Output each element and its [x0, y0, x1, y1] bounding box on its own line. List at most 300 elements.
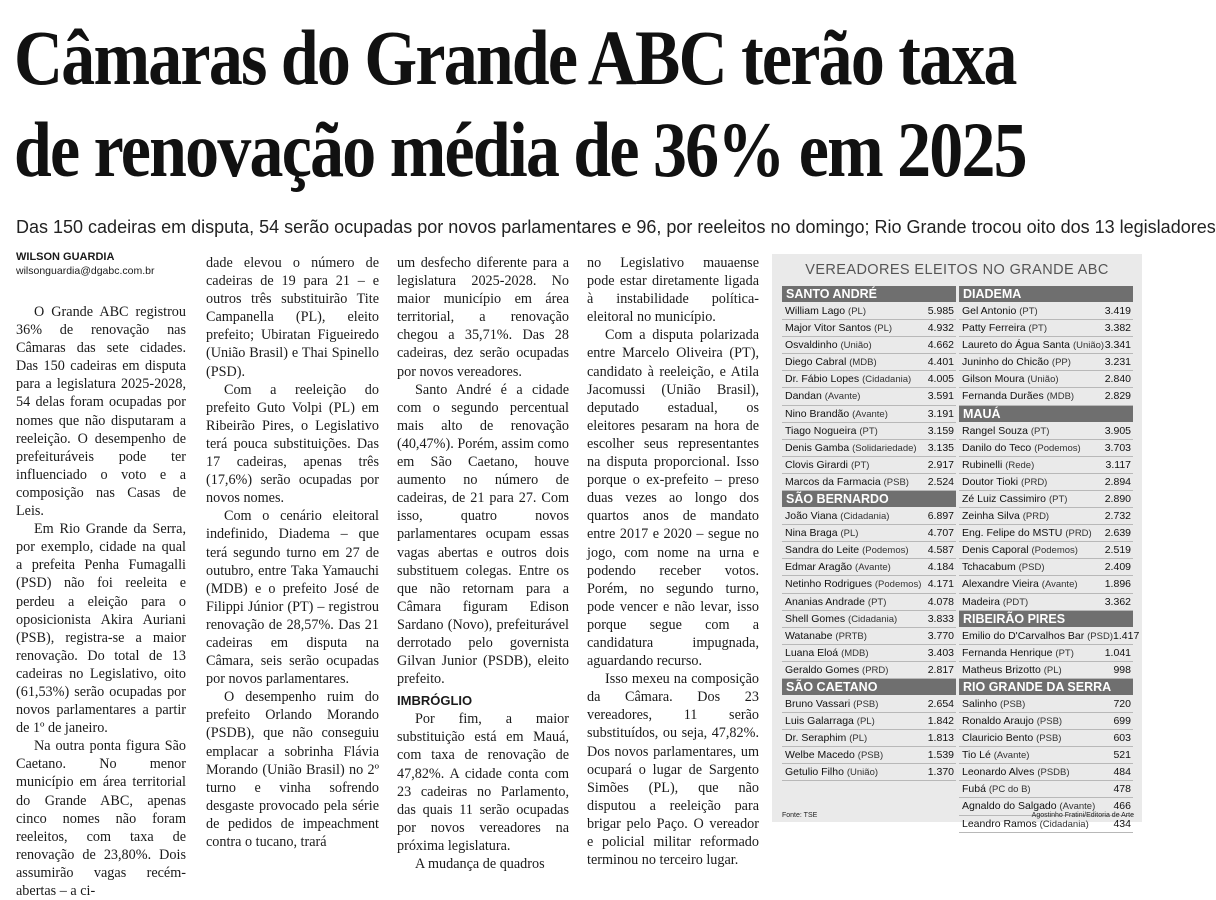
candidate-name: Marcos da Farmacia: [785, 475, 881, 488]
candidate-cell: [785, 440, 917, 456]
headline: [14, 12, 1026, 196]
vote-count: 3.159: [927, 424, 954, 437]
vote-count: 2.732: [1104, 510, 1131, 523]
vote-count: 3.362: [1104, 595, 1131, 608]
candidate-party: (PSB): [1036, 733, 1062, 745]
paragraph: Santo André é a cidade com o segundo percentual mais alto de renovação (40,47%). Porém, assim como em São Caetano, houve aumento no número de cadeiras, de 21 para 27. Com isso, quatro novos parlamentares ocupam essas vagas abertas e outros dois substituem colegas. Entre os que não retornam para a Câmara figuram Edison Sardano (Novo), prefeiturável derrotado pelo governista Gilvan Junior (PSDB), eleito prefeito.: [397, 381, 569, 688]
candidate-cell: [962, 628, 1113, 644]
candidate-name: Alexandre Vieira: [962, 578, 1039, 591]
vote-count: 2.829: [1104, 390, 1131, 403]
candidate-party: (Avante): [824, 391, 861, 403]
vote-count: 2.840: [1104, 373, 1131, 386]
vote-count: 4.171: [927, 578, 954, 591]
vote-count: 1.370: [927, 766, 954, 779]
candidate-party: (PT): [859, 425, 878, 437]
candidate-cell: [785, 388, 860, 404]
candidate-cell: [962, 337, 1104, 353]
candidate-name: Sandra do Leite: [785, 544, 860, 557]
table-row: [959, 594, 1133, 611]
candidate-party: (PSD): [1087, 630, 1114, 642]
candidate-name: Diego Cabral: [785, 356, 847, 369]
candidate-party: (Cidadania): [848, 613, 898, 625]
candidate-party: (Podemos): [874, 579, 922, 591]
vote-count: 2.639: [1104, 527, 1131, 540]
vote-count: 3.403: [927, 646, 954, 659]
candidate-party: (União): [1072, 340, 1105, 352]
candidate-party: (PSD): [1018, 562, 1045, 574]
table-row: [959, 696, 1133, 713]
table-row: [959, 781, 1133, 798]
candidate-cell: [785, 508, 889, 524]
candidate-cell: [962, 440, 1081, 456]
candidate-cell: [785, 628, 867, 644]
candidate-cell: [785, 576, 921, 592]
candidate-name: Leonardo Alves: [962, 766, 1035, 779]
elected-councillors-table: [772, 254, 1142, 830]
candidate-name: Tio Lé: [962, 749, 991, 762]
byline-author: WILSON GUARDIA: [16, 251, 115, 263]
vote-count: 720: [1113, 697, 1131, 710]
candidate-cell: [962, 303, 1038, 319]
table-row: [782, 628, 956, 645]
candidate-name: Leandro Ramos: [962, 817, 1037, 830]
vote-count: 2.894: [1104, 475, 1131, 488]
candidate-party: (PT): [1028, 323, 1047, 335]
candidate-cell: [785, 423, 878, 439]
table-source: Fonte: TSE: [782, 812, 818, 819]
candidate-name: Madeira: [962, 595, 1000, 608]
vote-count: 2.409: [1104, 561, 1131, 574]
candidate-cell: [962, 662, 1062, 678]
table-row: [782, 457, 956, 474]
candidate-cell: [962, 354, 1071, 370]
candidate-name: Denis Gamba: [785, 441, 850, 454]
table-left-column: [782, 286, 956, 781]
table-row: [959, 662, 1133, 679]
vote-count: 4.401: [927, 356, 954, 369]
candidate-party: (Avante): [852, 408, 888, 420]
candidate-cell: [962, 320, 1047, 336]
table-row: [782, 320, 956, 337]
candidate-cell: [785, 747, 883, 763]
vote-count: 3.117: [1105, 458, 1131, 471]
candidate-party: (PL): [1043, 664, 1062, 676]
candidate-party: (PT): [850, 459, 870, 471]
candidate-party: (PL): [849, 733, 868, 745]
paragraph: dade elevou o número de cadeiras de 19 para 21 – e outros três substituirão Tite Campanella (PL), eleito prefeito; Ubiratan Figueiredo (União Brasil) e Thai Spinello (PSD).: [206, 255, 379, 380]
paragraph: O Grande ABC registrou 36% de renovação nas Câmaras das sete cidades. Das 150 cadeiras em disputa para a legislatura 2025-2028, 54 delas foram ocupadas por nomes que não disputaram a reeleição. O desempenho de prefeituráveis pode ter influenciado o voto e a composição nas Casas de Leis.: [16, 304, 186, 520]
table-row: [959, 457, 1133, 474]
table-row: [959, 525, 1133, 542]
candidate-cell: [785, 542, 909, 558]
candidate-name: Rangel Souza: [962, 424, 1028, 437]
candidate-party: (MDB): [1046, 391, 1075, 403]
candidate-cell: [962, 747, 1029, 763]
candidate-name: Laureto do Água Santa: [962, 339, 1071, 352]
vote-count: 484: [1113, 766, 1131, 779]
candidate-party: (MDB): [841, 647, 869, 659]
candidate-party: (PT): [1055, 647, 1074, 659]
table-row: [959, 423, 1133, 440]
candidate-name: Ronaldo Araujo: [962, 714, 1034, 727]
table-row: [782, 354, 956, 371]
candidate-cell: [962, 371, 1059, 387]
candidate-party: (Avante): [993, 750, 1030, 762]
vote-count: 2.817: [927, 663, 954, 676]
candidate-party: (PRD): [862, 664, 889, 676]
vote-count: 3.770: [927, 629, 954, 642]
headline-line-2: de renovação média de 36% em 2025: [14, 106, 1026, 193]
table-row: [782, 576, 956, 593]
table-row: [782, 406, 956, 423]
candidate-cell: [962, 594, 1028, 610]
vote-count: 4.932: [927, 322, 954, 335]
vote-count: 3.703: [1104, 441, 1131, 454]
table-right-column: [959, 286, 1140, 833]
vote-count: 1.842: [927, 715, 954, 728]
city-header: SÃO BERNARDO: [782, 491, 956, 507]
table-row: [782, 611, 956, 628]
candidate-cell: [785, 696, 878, 712]
vote-count: 3.905: [1104, 424, 1131, 437]
paragraph: Na outra ponta figura São Caetano. No menor município em área territorial do Grande ABC, apenas cinco nomes não foram reeleitos, com taxa de renovação de 23,80%. Dois assumirão vagas recém-abertas – a ci-: [16, 738, 186, 899]
candidate-cell: [962, 696, 1025, 712]
vote-count: 3.231: [1104, 356, 1131, 369]
candidate-name: Luana Eloá: [785, 646, 839, 659]
table-row: [959, 337, 1133, 354]
candidate-name: Salinho: [962, 697, 998, 710]
vote-count: 3.341: [1104, 339, 1131, 352]
vote-count: 3.591: [927, 390, 954, 403]
candidate-cell: [785, 354, 877, 370]
candidate-name: Zeinha Silva: [962, 510, 1020, 523]
candidate-cell: [962, 781, 1031, 797]
table-row: [782, 508, 956, 525]
subheadline: Das 150 cadeiras em disputa, 54 serão ocupadas por novos parlamentares e 96, por reeleitos no domingo; Rio Grande trocou oito dos 13 legisladores: [16, 217, 1216, 237]
candidate-name: Juninho do Chicão: [962, 356, 1049, 369]
candidate-party: (Podemos): [862, 545, 909, 557]
candidate-party: (Avante): [855, 562, 891, 574]
table-row: [782, 371, 956, 388]
candidate-party: (PT): [1030, 425, 1050, 437]
candidate-party: (PL): [856, 716, 875, 728]
paragraph: A mudança de quadros: [415, 856, 545, 872]
candidate-cell: [785, 559, 891, 575]
candidate-party: (Avante): [1041, 579, 1078, 591]
candidate-name: Geraldo Gomes: [785, 663, 860, 676]
candidate-cell: [962, 559, 1045, 575]
table-row: [959, 730, 1133, 747]
candidate-name: Fernanda Henrique: [962, 646, 1053, 659]
candidate-cell: [785, 303, 866, 319]
candidate-cell: [962, 423, 1049, 439]
candidate-party: (PC do B): [988, 784, 1031, 796]
table-row: [959, 747, 1133, 764]
candidate-name: Doutor Tioki: [962, 475, 1019, 488]
candidate-cell: [785, 320, 892, 336]
candidate-name: Dandan: [785, 390, 822, 403]
candidate-name: Ananias Andrade: [785, 595, 865, 608]
vote-count: 466: [1113, 800, 1131, 813]
candidate-name: Eng. Felipe do MSTU: [962, 527, 1063, 540]
candidate-cell: [962, 576, 1078, 592]
candidate-name: Tchacabum: [962, 561, 1016, 574]
vote-count: 4.078: [927, 595, 954, 608]
candidate-party: (PL): [848, 306, 866, 317]
candidate-cell: [962, 388, 1074, 404]
table-row: [959, 354, 1133, 371]
candidate-cell: [962, 713, 1062, 729]
candidate-party: (PSB): [999, 698, 1026, 710]
candidate-party: (PSB): [853, 698, 879, 710]
candidate-cell: [785, 611, 897, 627]
candidate-name: Danilo do Teco: [962, 441, 1032, 454]
vote-count: 3.833: [927, 612, 954, 625]
table-row: [782, 423, 956, 440]
vote-count: 4.005: [927, 373, 954, 386]
candidate-cell: [962, 525, 1092, 541]
vote-count: 603: [1113, 732, 1131, 745]
candidate-party: (Rede): [1005, 459, 1035, 471]
candidate-cell: [785, 406, 888, 422]
vote-count: 5.985: [927, 305, 954, 317]
vote-count: 2.524: [927, 475, 954, 488]
table-credit: Agostinho Fratini/Editoria de Arte: [1031, 812, 1134, 819]
vote-count: 3.191: [927, 407, 954, 420]
table-row: [959, 576, 1133, 593]
section-subtitle: IMBRÓGLIO: [397, 693, 473, 709]
candidate-party: (PSDB): [1037, 767, 1070, 779]
table-row: [782, 747, 956, 764]
candidate-cell: [785, 337, 872, 353]
paragraph: Em Rio Grande da Serra, por exemplo, cidade na qual a prefeita Penha Fumagalli (PSD) não foi reeleita e perdeu a eleição para o oposicionista Akira Auriani (PSB), registra-se a maior renovação. Do total de 13 cadeiras no Legislativo, oito (61,53%) serão ocupadas por novos parlamentares a partir de 1º de janeiro.: [16, 521, 186, 737]
paragraph: O desempenho ruim do prefeito Orlando Morando (PSDB), que não conseguiu emplacar a sobrinha Flávia Morando (União Brasil) no 2º turno e vinha sofrendo desgaste provocado pela série de pedidos de impeachment contra o tucano, trará: [206, 689, 379, 850]
candidate-cell: [785, 594, 886, 610]
candidate-name: Nina Braga: [785, 527, 838, 540]
candidate-cell: [962, 457, 1034, 473]
candidate-party: (PSB): [1036, 715, 1063, 727]
candidate-party: (PT): [1019, 306, 1038, 317]
candidate-cell: [962, 474, 1047, 490]
table-row: [782, 645, 956, 662]
candidate-cell: [785, 645, 869, 661]
candidate-cell: [785, 371, 911, 387]
vote-count: 1.041: [1104, 646, 1131, 659]
candidate-name: Denis Caporal: [962, 544, 1029, 557]
paragraph: Isso mexeu na composição da Câmara. Dos 23 vereadores, 11 serão substituídos, ou seja, 47,82%. Dos novos parlamentares, um ocupará o lugar de Sargento Simões (PL), que não disputou a reeleição para brigar pelo Paço. O vereador e policial militar reformado terminou no terceiro lugar.: [587, 671, 759, 869]
candidate-name: Patty Ferreira: [962, 322, 1026, 335]
vote-count: 1.896: [1104, 578, 1131, 591]
article-column-2: [206, 254, 379, 851]
paragraph: Com a reeleição do prefeito Guto Volpi (PL) em Ribeirão Pires, o Legislativo terá pouca substituições. Das 17 cadeiras, apenas três (17,6%) serão ocupadas por novos nomes.: [206, 381, 379, 507]
candidate-cell: [785, 730, 867, 746]
candidate-party: (PSB): [857, 750, 884, 762]
table-row: [782, 474, 956, 491]
table-row: [782, 388, 956, 405]
table-row: [782, 525, 956, 542]
candidate-name: Watanabe: [785, 629, 833, 642]
candidate-name: Clauricio Bento: [962, 732, 1034, 745]
table-row: [782, 594, 956, 611]
candidate-cell: [962, 730, 1061, 746]
paragraph: Por fim, a maior substituição está em Mauá, com taxa de renovação de 47,82%. A cidade conta com 23 cadeiras no Parlamento, das quais 11 serão ocupadas por novos vereadores na próxima legislatura.: [397, 711, 569, 854]
candidate-name: Matheus Brizotto: [962, 663, 1041, 676]
vote-count: 6.897: [927, 510, 954, 523]
table-row: [959, 542, 1133, 559]
candidate-name: Emilio do D'Carvalhos Bar: [962, 629, 1085, 642]
candidate-party: (PRD): [1020, 476, 1048, 488]
candidate-cell: [785, 764, 878, 780]
candidate-name: Nino Brandão: [785, 407, 850, 420]
table-row: [959, 474, 1133, 491]
vote-count: 4.707: [927, 527, 954, 540]
candidate-name: Shell Gomes: [785, 612, 846, 625]
table-row: [782, 662, 956, 679]
candidate-party: (Cidadania): [1039, 818, 1089, 830]
candidate-party: (PRD): [1022, 511, 1050, 523]
candidate-name: Dr. Fábio Lopes: [785, 373, 860, 386]
candidate-party: (PP): [1051, 357, 1071, 369]
candidate-party: (PL): [874, 323, 893, 335]
vote-count: 699: [1113, 714, 1131, 727]
paragraph: um desfecho diferente para a legislatura 2025-2028. No maior município em área territorial, a renovação chegou a 35,71%. Das 28 cadeiras, dez serão ocupadas por novos vereadores.: [397, 255, 569, 380]
vote-count: 3.382: [1104, 322, 1131, 335]
city-header: DIADEMA: [959, 286, 1133, 302]
table-title: VEREADORES ELEITOS NO GRANDE ABC: [805, 262, 1109, 278]
vote-count: 478: [1113, 783, 1131, 796]
table-row: [959, 491, 1133, 508]
candidate-name: Netinho Rodrigues: [785, 578, 872, 591]
article-column-3: [397, 254, 569, 873]
table-row: [782, 559, 956, 576]
candidate-party: (PRD): [1065, 528, 1092, 540]
candidate-party: (União): [840, 340, 872, 352]
candidate-cell: [785, 525, 858, 541]
table-row: [959, 320, 1133, 337]
candidate-name: Rubinelli: [962, 458, 1003, 471]
candidate-party: (MDB): [849, 357, 877, 369]
candidate-name: Major Vitor Santos: [785, 322, 872, 335]
table-row: [782, 730, 956, 747]
vote-count: 2.890: [1104, 492, 1131, 505]
candidate-cell: [962, 645, 1074, 661]
table-row: [782, 542, 956, 559]
table-row: [782, 764, 956, 781]
vote-count: 2.519: [1104, 544, 1131, 557]
candidate-name: Zé Luiz Cassimiro: [962, 492, 1047, 505]
candidate-cell: [785, 713, 875, 729]
table-row: [959, 713, 1133, 730]
candidate-party: (Cidadania): [862, 374, 912, 386]
candidate-party: (Podemos): [1031, 545, 1078, 557]
candidate-cell: [785, 457, 869, 473]
table-row: [782, 696, 956, 713]
candidate-party: (Podemos): [1034, 442, 1081, 454]
candidate-party: (PRTB): [835, 630, 867, 642]
candidate-party: (Avante): [1059, 801, 1096, 813]
candidate-party: (PSB): [883, 476, 909, 488]
city-header: RIO GRANDE DA SERRA: [959, 679, 1133, 695]
candidate-name: Agnaldo do Salgado: [962, 800, 1057, 813]
paragraph: no Legislativo mauaense pode estar diretamente ligada à instabilidade política-eleitoral no município.: [587, 255, 759, 326]
candidate-name: João Viana: [785, 510, 838, 523]
vote-count: 2.917: [927, 458, 954, 471]
table-row: [959, 764, 1133, 781]
city-header: MAUÁ: [959, 406, 1133, 422]
candidate-cell: [962, 764, 1070, 780]
table-row: [959, 645, 1133, 662]
vote-count: 1.417: [1113, 629, 1140, 642]
candidate-party: (PL): [840, 528, 859, 540]
candidate-name: Fubá: [962, 783, 986, 796]
table-row: [959, 388, 1133, 405]
candidate-cell: [785, 474, 909, 490]
candidate-name: Bruno Vassari: [785, 697, 851, 710]
table-row: [782, 713, 956, 730]
candidate-cell: [962, 542, 1078, 558]
candidate-party: (Solidariedade): [852, 442, 917, 454]
byline-email: wilsonguardia@dgabc.com.br: [16, 265, 155, 277]
candidate-party: (União): [846, 767, 879, 779]
table-row: [959, 559, 1133, 576]
article-column-1: [16, 250, 186, 900]
candidate-cell: [962, 491, 1067, 507]
vote-count: 2.654: [927, 697, 954, 710]
paragraph: Com a disputa polarizada entre Marcelo Oliveira (PT), candidato à reeleição, e Atila Jacomussi (União Brasil), deputado estadual, os eleitores pesaram na hora de escolher seus representantes na disputa proporcional. Isso porque o ex-prefeito – preso duas vezes ao longo dos quartos anos de mandato entre 2017 e 2020 – segue no jogo, com nome na urna e podendo receber votos. Porém, no segundo turno, pode vencer e não levar, isso porque segue com a candidatura impugnada, aguardando recurso.: [587, 327, 759, 670]
candidate-name: Fernanda Durães: [962, 390, 1044, 403]
candidate-cell: [785, 662, 888, 678]
vote-count: 3.135: [927, 441, 954, 454]
candidate-name: Luis Galarraga: [785, 715, 854, 728]
article-column-4: [587, 254, 759, 869]
vote-count: 434: [1113, 817, 1131, 830]
candidate-party: (União): [1027, 374, 1059, 386]
vote-count: 3.419: [1104, 305, 1131, 317]
vote-count: 998: [1113, 663, 1131, 676]
candidate-party: (PT): [1048, 493, 1068, 505]
table-row: [959, 440, 1133, 457]
vote-count: 1.539: [927, 749, 954, 762]
candidate-name: Edmar Aragão: [785, 561, 853, 574]
candidate-name: Gel Antonio: [962, 305, 1017, 317]
candidate-name: Gilson Moura: [962, 373, 1025, 386]
city-header: RIBEIRÃO PIRES: [959, 611, 1133, 627]
headline-line-1: Câmaras do Grande ABC terão taxa: [14, 14, 1016, 101]
paragraph: Com o cenário eleitoral indefinido, Diadema – que terá segundo turno em 27 de outubro, entre Taka Yamauchi (MDB) e o prefeito José de Filippi Júnior (PT) – registrou renovação de 28,57%. Das 21 cadeiras em disputa na Câmara, seis serão ocupadas por novos parlamentares.: [206, 508, 379, 688]
table-row: [782, 303, 956, 320]
candidate-name: Welbe Macedo: [785, 749, 855, 762]
vote-count: 1.813: [927, 732, 954, 745]
candidate-name: Osvaldinho: [785, 339, 838, 352]
candidate-party: (PDT): [1002, 596, 1029, 608]
vote-count: 4.662: [927, 339, 954, 352]
candidate-name: Tiago Nogueira: [785, 424, 857, 437]
candidate-name: William Lago: [785, 305, 846, 317]
table-row: [959, 371, 1133, 388]
city-header: SÃO CAETANO: [782, 679, 956, 695]
table-row: [959, 508, 1133, 525]
vote-count: 4.184: [927, 561, 954, 574]
candidate-name: Dr. Seraphim: [785, 732, 847, 745]
vote-count: 4.587: [927, 544, 954, 557]
table-row: [782, 440, 956, 457]
table-row: [959, 628, 1140, 645]
candidate-party: (PT): [867, 596, 887, 608]
candidate-name: Getulio Filho: [785, 766, 844, 779]
vote-count: 521: [1113, 749, 1131, 762]
candidate-cell: [962, 508, 1049, 524]
candidate-party: (Cidadania): [840, 511, 890, 523]
